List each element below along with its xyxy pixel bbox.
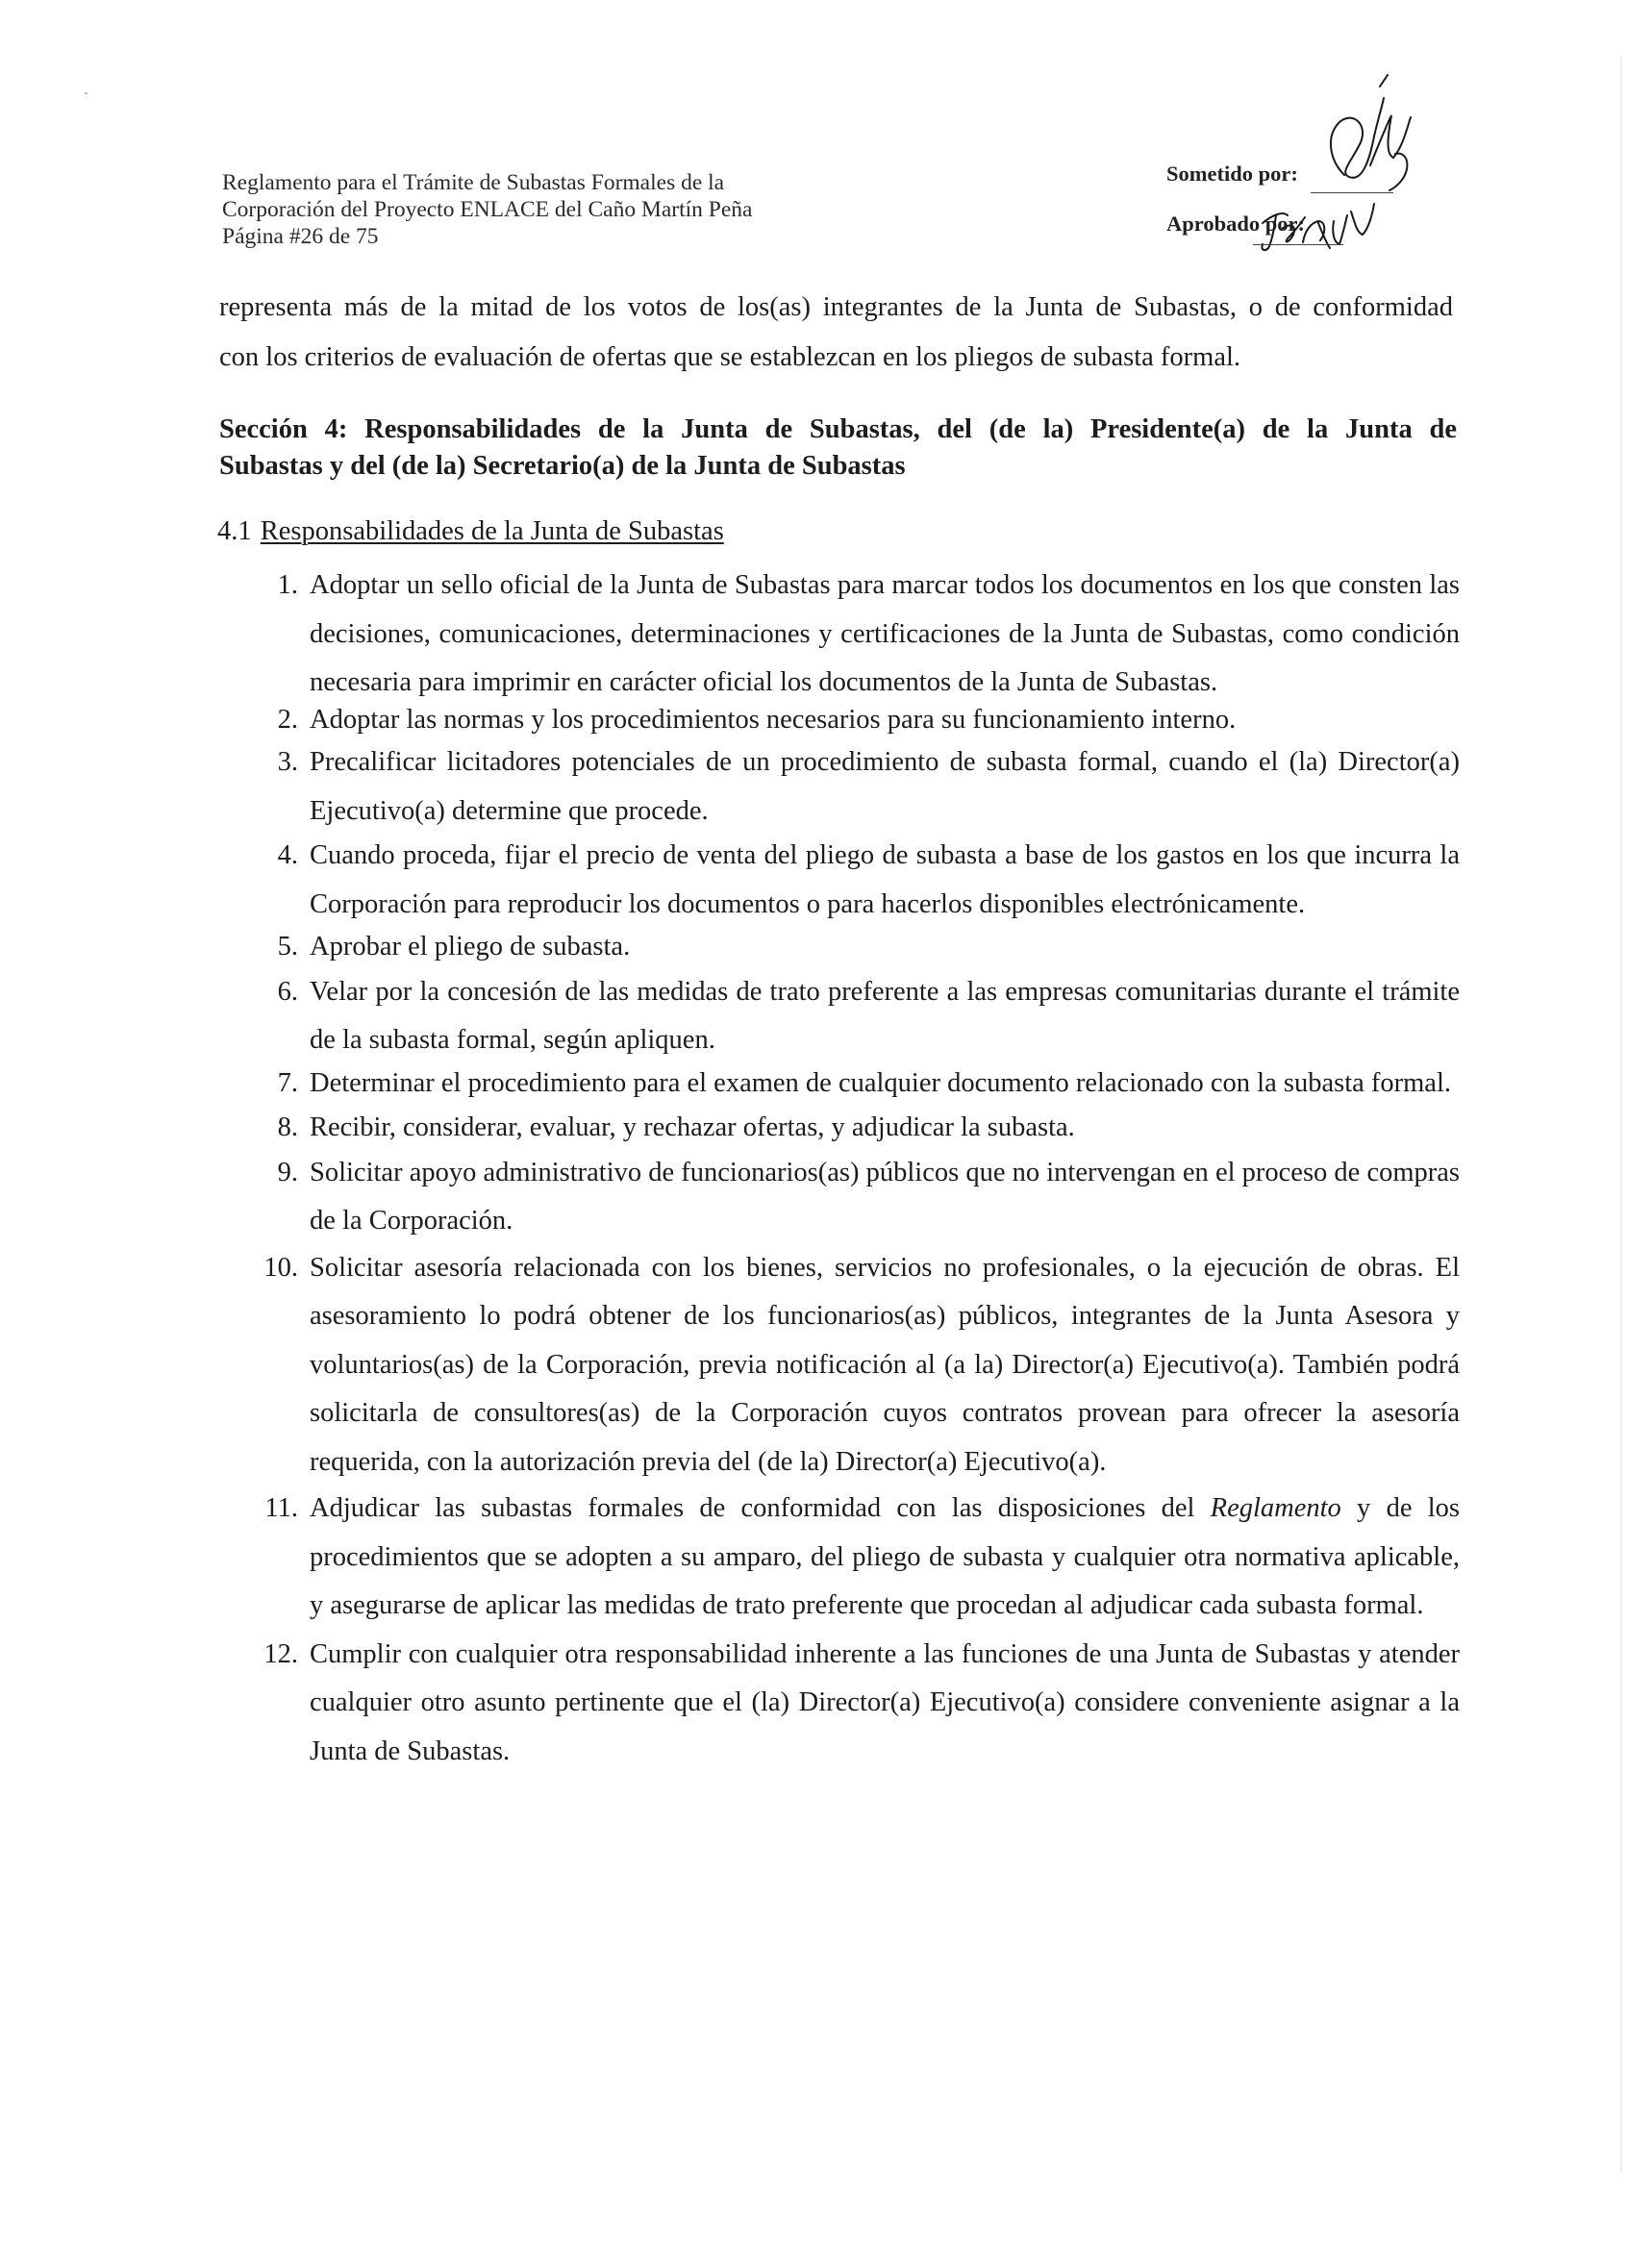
- section-heading-line-2: Subastas y del (de la) Secretario(a) de la Junta de Subastas: [219, 451, 906, 481]
- list-item-number: 10.: [263, 1252, 298, 1283]
- list-item: [250, 1244, 1460, 1487]
- scan-speck: [85, 92, 88, 94]
- section-4-heading: [219, 412, 1457, 485]
- subsection-4-1-heading: [217, 513, 724, 550]
- list-item-number: 12.: [263, 1638, 298, 1669]
- list-item-text: Precalificar licitadores potenciales de un procedimiento de subasta formal, cuando el (la) Director(a) Ejecutivo(a) determine que procede.: [310, 747, 1460, 826]
- list-item-text-italic: Reglamento: [1210, 1493, 1341, 1523]
- list-item: [250, 696, 1460, 745]
- subsection-number: 4.1: [217, 516, 252, 546]
- list-item-number: 2.: [277, 704, 298, 735]
- list-item-number: 1.: [277, 570, 298, 600]
- intro-line-2: con los criterios de evaluación de ofertas que se establezcan en los pliegos de subasta formal.: [219, 342, 1241, 372]
- list-item: [250, 1060, 1460, 1109]
- approved-signature: [1255, 194, 1399, 262]
- header-line-corporation: Corporación del Proyecto ENLACE del Caño Martín Peña: [222, 197, 753, 222]
- list-item-number: 3.: [277, 747, 298, 777]
- list-item-number: 5.: [277, 932, 298, 962]
- list-item-number: 11.: [264, 1493, 298, 1523]
- list-item-text: Determinar el procedimiento para el examen de cualquier documento relacionado con la subasta formal.: [310, 1067, 1451, 1098]
- approved-by-label: Aprobado por:: [1166, 212, 1305, 236]
- list-item-text: Velar por la concesión de las medidas de trato preferente a las empresas comunitarias durante el trámite de la subasta formal, según apliquen.: [310, 976, 1460, 1055]
- list-item-text: Adoptar un sello oficial de la Junta de Subastas para marcar todos los documentos en los que consten las decisiones, comunicaciones, determinaciones y certificaciones de la Junta de Subastas, como condición necesaria para imprimir en carácter oficial los documentos de la Junta de Subastas.: [310, 570, 1460, 697]
- intro-line-1: representa más de la mitad de los votos de los(as) integrantes de la Junta de Subastas, o de conformidad: [219, 292, 1453, 322]
- list-item: [250, 562, 1460, 708]
- intro-paragraph: [219, 283, 1453, 383]
- list-item-number: 6.: [277, 976, 298, 1007]
- list-item: [250, 923, 1460, 972]
- list-item-text-before: Adjudicar las subastas formales de conformidad con las disposiciones del: [310, 1493, 1211, 1523]
- header-line-title: Reglamento para el Trámite de Subastas Formales de la: [222, 170, 725, 195]
- list-item-text: Adoptar las normas y los procedimientos necesarios para su funcionamiento interno.: [310, 704, 1237, 735]
- responsibilities-list: [250, 562, 1460, 1776]
- section-heading-line-1: Sección 4: Responsabilidades de la Junta de Subastas, del (de la) Presidente(a) de la Junta de: [219, 414, 1457, 444]
- list-item-text: Recibir, considerar, evaluar, y rechazar ofertas, y adjudicar la subasta.: [310, 1112, 1075, 1142]
- signature-block: [1166, 156, 1455, 262]
- list-item-number: 9.: [277, 1157, 298, 1187]
- list-item-text-after: y de los procedimientos que se adopten a su amparo, del pliego de subasta y cualquier otra normativa aplicable, y asegurarse de aplicar las medidas de trato preferente que procedan al adjudicar cada subasta formal.: [310, 1493, 1460, 1620]
- submitted-signature: [1311, 69, 1416, 204]
- subsection-title: Responsabilidades de la Junta de Subastas: [260, 516, 724, 546]
- list-item-text: Solicitar asesoría relacionada con los bienes, servicios no profesionales, o la ejecución de obras. El asesoramiento lo podrá obtener de los funcionarios(as) públicos, integrantes de la Junta Asesora y voluntarios(as) de la Corporación, previa notificación al (a la) Director(a) Ejecutivo(a). También podrá solicitarla de consultores(as) de la Corporación cuyos contratos provean para ofrecer la asesoría requerida, con la autorización previa del (de la) Director(a) Ejecutivo(a).: [310, 1252, 1460, 1477]
- list-item-text: Aprobar el pliego de subasta.: [310, 932, 631, 962]
- approved-signature-line: [1253, 244, 1343, 245]
- list-item-text: Cuando proceda, fijar el precio de venta del pliego de subasta a base de los gastos en los que incurra la Corporación para reproducir los documentos o para hacerlos disponibles electrónicamente.: [310, 840, 1460, 919]
- list-item: [250, 968, 1460, 1065]
- submitted-by-label: Sometido por:: [1166, 162, 1298, 186]
- list-item-text: Cumplir con cualquier otra responsabilidad inherente a las funciones de una Junta de Subastas y atender cualquier otro asunto pertinente que el (la) Director(a) Ejecutivo(a) considere conveniente asignar a la Junta de Subastas.: [310, 1638, 1460, 1766]
- document-header: [222, 169, 752, 250]
- list-item-number: 7.: [277, 1067, 298, 1098]
- list-item: [250, 1104, 1460, 1153]
- list-item: [250, 738, 1460, 836]
- header-line-page: Página #26 de 75: [222, 224, 379, 249]
- list-item: [250, 832, 1460, 929]
- list-item: [250, 1149, 1460, 1246]
- scan-edge-shadow: [1620, 58, 1622, 2173]
- list-item-text: Solicitar apoyo administrativo de funcionarios(as) públicos que no intervengan en el proceso de compras de la Corporación.: [310, 1157, 1460, 1236]
- list-item: [250, 1485, 1460, 1631]
- list-item-number: 4.: [277, 840, 298, 870]
- list-item-number: 8.: [277, 1112, 298, 1142]
- list-item: [250, 1631, 1460, 1777]
